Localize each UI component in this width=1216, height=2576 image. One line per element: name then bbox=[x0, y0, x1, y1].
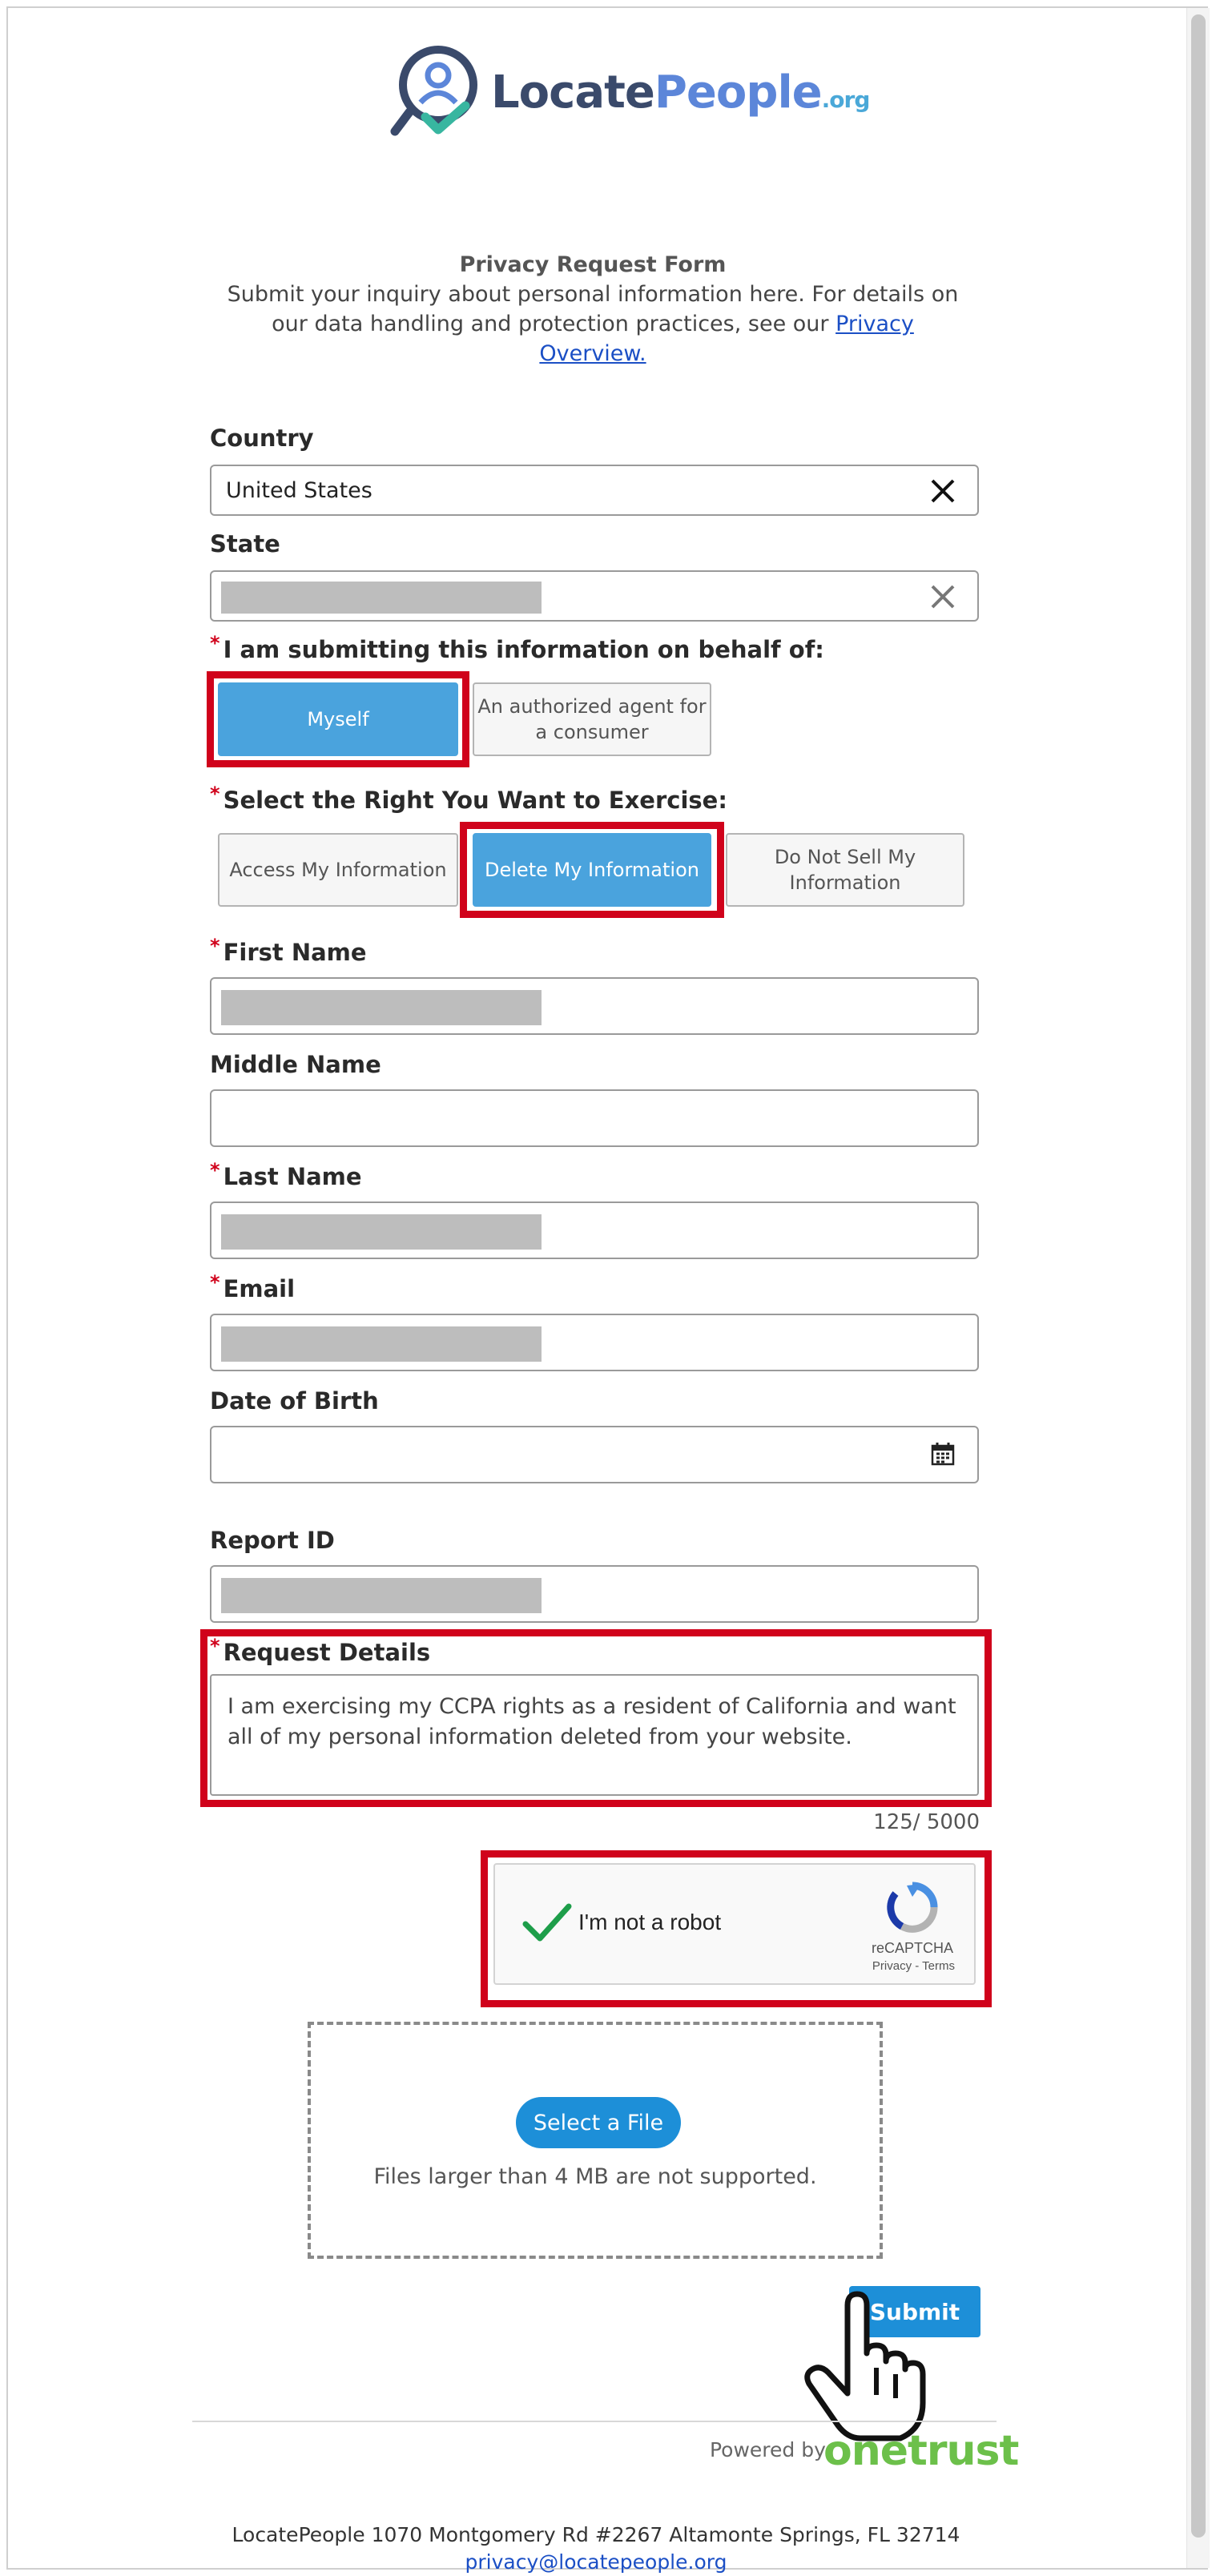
redacted-value bbox=[221, 1578, 542, 1613]
email-label: * Email bbox=[210, 1271, 296, 1302]
scrollbar-thumb[interactable] bbox=[1191, 14, 1206, 2538]
file-size-note: Files larger than 4 MB are not supported. bbox=[373, 2164, 817, 2189]
redacted-value bbox=[221, 990, 542, 1025]
option-myself[interactable]: Myself bbox=[218, 682, 458, 756]
character-counter: 125/ 5000 bbox=[873, 1810, 980, 1834]
form-title: Privacy Request Form bbox=[459, 252, 727, 277]
email-field[interactable] bbox=[210, 1314, 979, 1371]
highlight-box bbox=[200, 1629, 992, 1807]
behalf-label: * I am submitting this information on behalf of: bbox=[210, 632, 824, 663]
state-label: State bbox=[210, 530, 280, 557]
privacy-overview-link[interactable]: Privacy Overview. bbox=[539, 312, 914, 366]
calendar-icon[interactable] bbox=[931, 1442, 955, 1466]
middle-name-field[interactable] bbox=[210, 1089, 979, 1147]
redacted-value bbox=[221, 1214, 542, 1250]
required-marker: * bbox=[210, 1159, 220, 1181]
last-name-label: * Last Name bbox=[210, 1159, 362, 1190]
logo-wordmark: LocatePeople.org bbox=[491, 66, 870, 119]
required-marker: * bbox=[210, 1271, 220, 1294]
captcha-terms-link[interactable]: Terms bbox=[922, 1959, 955, 1973]
captcha-label: I'm not a robot bbox=[578, 1910, 722, 1934]
locate-people-logo-icon bbox=[389, 43, 483, 141]
middle-name-label: Middle Name bbox=[210, 1051, 381, 1078]
last-name-field[interactable] bbox=[210, 1201, 979, 1259]
form-intro bbox=[224, 250, 961, 368]
option-authorized-agent[interactable]: An authorized agent for a consumer bbox=[473, 682, 711, 756]
site-footer bbox=[0, 2522, 1192, 2576]
submit-button[interactable]: Submit bbox=[849, 2286, 980, 2337]
file-dropzone[interactable] bbox=[308, 2022, 883, 2259]
onetrust-logo: onetrust bbox=[823, 2427, 1019, 2475]
country-label: Country bbox=[210, 425, 314, 452]
clear-state-icon[interactable] bbox=[929, 583, 956, 610]
required-marker: * bbox=[210, 783, 220, 805]
footer-email-link[interactable]: privacy@locatepeople.org bbox=[465, 2550, 727, 2574]
footer-address: LocatePeople 1070 Montgomery Rd #2267 Altamonte Springs, FL 32714 bbox=[232, 2523, 960, 2546]
report-id-field[interactable] bbox=[210, 1565, 979, 1623]
powered-by-label: Powered by bbox=[710, 2438, 826, 2461]
footer-divider bbox=[192, 2421, 997, 2422]
clear-country-icon[interactable] bbox=[929, 477, 956, 505]
option-access-my-information[interactable]: Access My Information bbox=[218, 833, 458, 907]
redacted-value bbox=[221, 1326, 542, 1362]
country-select[interactable] bbox=[210, 465, 979, 516]
captcha-privacy-link[interactable]: Privacy bbox=[872, 1959, 912, 1973]
recaptcha-brand: reCAPTCHA bbox=[871, 1940, 953, 1956]
option-delete-my-information[interactable]: Delete My Information bbox=[473, 833, 711, 907]
select-file-button[interactable]: Select a File bbox=[516, 2097, 681, 2148]
required-marker: * bbox=[210, 1635, 220, 1657]
required-marker: * bbox=[210, 935, 220, 957]
country-value: United States bbox=[226, 478, 372, 503]
report-id-label: Report ID bbox=[210, 1527, 335, 1554]
required-marker: * bbox=[210, 632, 220, 654]
state-select[interactable] bbox=[210, 570, 979, 622]
dob-field[interactable] bbox=[210, 1426, 979, 1483]
intro-text: Submit your inquiry about personal information here. For details on our data handling and protection practices, see our bbox=[227, 282, 959, 336]
first-name-field[interactable] bbox=[210, 977, 979, 1035]
request-details-textarea[interactable]: I am exercising my CCPA rights as a resident of California and want all of my personal information deleted from your website. bbox=[210, 1674, 979, 1796]
option-do-not-sell[interactable]: Do Not Sell My Information bbox=[726, 833, 964, 907]
captcha-links: Privacy - Terms bbox=[872, 1959, 955, 1973]
highlight-box bbox=[460, 822, 724, 918]
highlight-box bbox=[207, 671, 469, 767]
site-logo bbox=[389, 40, 869, 144]
right-label: * Select the Right You Want to Exercise: bbox=[210, 783, 727, 814]
dob-label: Date of Birth bbox=[210, 1387, 379, 1415]
first-name-label: * First Name bbox=[210, 935, 367, 966]
vertical-scrollbar[interactable] bbox=[1186, 8, 1210, 2568]
redacted-value bbox=[221, 582, 542, 614]
request-details-label: * Request Details bbox=[210, 1635, 431, 1666]
highlight-box bbox=[481, 1850, 992, 2007]
